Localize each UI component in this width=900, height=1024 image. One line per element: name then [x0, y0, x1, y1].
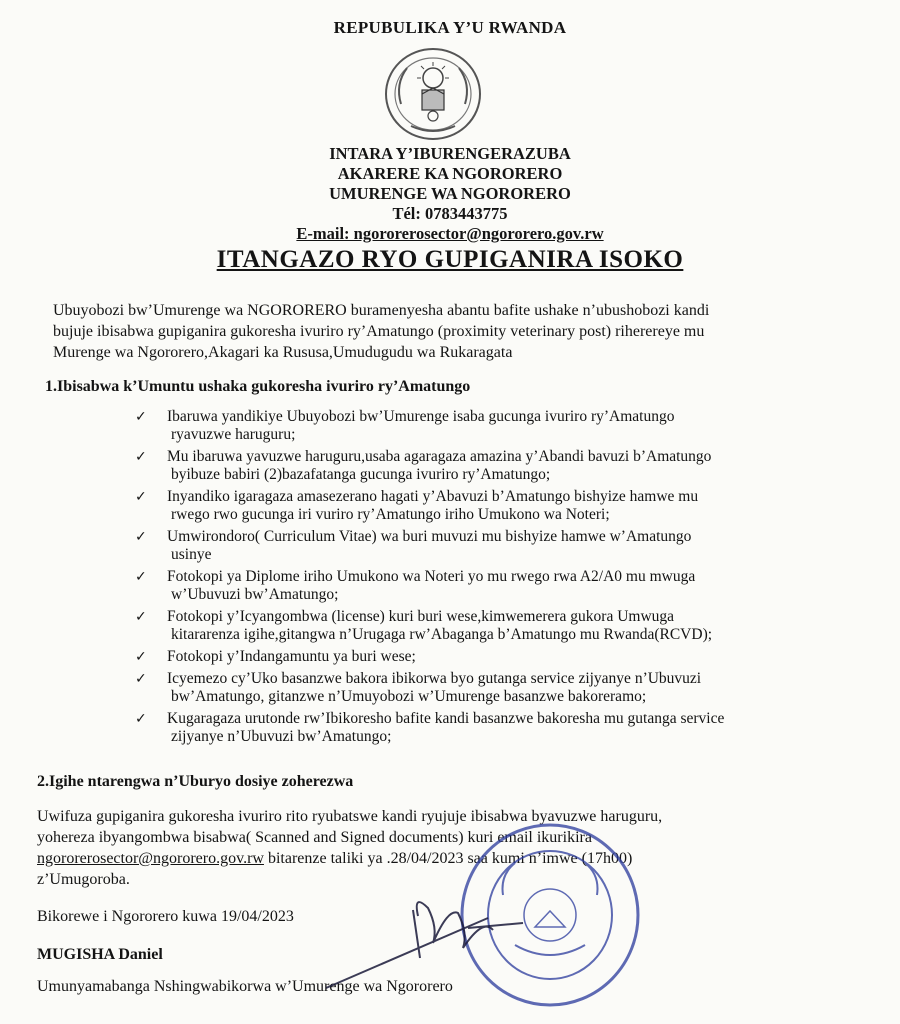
checkmark-icon: ✓ [135, 489, 147, 505]
signatory-name: MUGISHA Daniel [37, 946, 163, 963]
province-line: INTARA Y’IBURENGERAZUBA [329, 144, 571, 163]
item-text-cont: kitararenza igihe,gitangwa n’Urugaga rw’Abaganga b’Amatungo mu Rwanda(RCVD); [171, 626, 713, 643]
phone-line: Tél: 0783443775 [392, 204, 508, 223]
list-item [135, 670, 835, 706]
section-2-heading: 2.Igihe ntarengwa n’Uburyo dosiye zoherezwa [37, 773, 354, 790]
intro-line: Murenge wa Ngororero,Akagari ka Rususa,Umudugudu wa Rukaragata [53, 344, 513, 361]
checkmark-icon: ✓ [135, 649, 147, 665]
para-line: z’Umugoroba. [37, 871, 130, 888]
item-text: Inyandiko igaragaza amasezerano hagati y’Abavuzi b’Amatungo bishyize hamwe mu [167, 488, 699, 505]
document-title: ITANGAZO RYO GUPIGANIRA ISOKO [216, 246, 684, 273]
section-1-heading: 1.Ibisabwa k’Umuntu ushaka gukoresha ivuriro ry’Amatungo [45, 378, 471, 395]
signatory-role: Umunyamabanga Nshingwabikorwa w’Umurenge wa Ngororero [37, 978, 453, 995]
intro-line: bujuje ibisabwa gupiganira gukoresha ivuriro ry’Amatungo (proximity veterinary post) riherereye mu [53, 323, 705, 340]
para-line: Uwifuza gupiganira gukoresha ivuriro rito ryubatswe kandi ryujuje ibisabwa byavuzwe haruguru, [37, 808, 663, 825]
para-line: yohereza ibyangombwa bisabwa( Scanned and Signed documents) kuri email ikurikira [37, 829, 592, 846]
submission-paragraph [37, 806, 857, 890]
item-text: Mu ibaruwa yavuzwe haruguru,usaba agaragaza amazina y’Abandi bavuzi b’Amatungo [167, 448, 712, 465]
item-text-cont: zijyanye n’Ubuvuzi bw’Amatungo; [171, 728, 392, 745]
item-text: Fotokopi y’Icyangombwa (license) kuri buri wese,kimwemerera gukora Umwuga [167, 608, 675, 625]
email-line[interactable] [0, 224, 900, 244]
date-line: Bikorewe i Ngororero kuwa 19/04/2023 [37, 908, 294, 925]
item-text: Kugaragaza urutonde rw’Ibikoresho bafite kandi basanzwe bakoresha mu gutanga service [167, 710, 725, 727]
intro-line: Ubuyobozi bw’Umurenge wa NGORORERO buramenyesha abantu bafite ushake n’ubushobozi kandi [53, 302, 710, 319]
sector-line: UMURENGE WA NGORORERO [329, 184, 571, 203]
requirements-list [135, 408, 835, 750]
para-line [37, 848, 857, 869]
item-text: Ibaruwa yandikiye Ubuyobozi bw’Umurenge isaba gucunga ivuriro ry’Amatungo [167, 408, 675, 425]
list-item [135, 710, 835, 746]
checkmark-icon: ✓ [135, 609, 147, 625]
list-item [135, 568, 835, 604]
item-text-cont: w’Ubuvuzi bw’Amatungo; [171, 586, 339, 603]
submission-email-link[interactable]: ngororerosector@ngororero.gov.rw [37, 850, 264, 867]
para-line-rest: bitarenze taliki ya .28/04/2023 saa kumi n’imwe (17h00) [263, 850, 633, 867]
checkmark-icon: ✓ [135, 529, 147, 545]
item-text: Icyemezo cy’Uko basanzwe bakora ibikorwa byo gutanga service zijyanye n’Ubuvuzi [167, 670, 702, 687]
checkmark-icon: ✓ [135, 711, 147, 727]
list-item [135, 488, 835, 524]
checkmark-icon: ✓ [135, 569, 147, 585]
republic-header: REPUBULIKA Y’U RWANDA [333, 18, 567, 37]
checkmark-icon: ✓ [135, 409, 147, 425]
item-text-cont: bw’Amatungo, gitanzwe n’Umuyobozi w’Umurenge basanzwe bakoreramo; [171, 688, 647, 705]
item-text-cont: usinye [171, 546, 212, 563]
list-item [135, 408, 835, 444]
district-line: AKARERE KA NGORORERO [337, 164, 563, 183]
list-item [135, 648, 835, 666]
signature-icon [318, 888, 538, 998]
item-text: Fotokopi y’Indangamuntu ya buri wese; [167, 648, 416, 665]
list-item [135, 608, 835, 644]
item-text: Fotokopi ya Diplome iriho Umukono wa Noteri yo mu rwego rwa A2/A0 mu mwuga [167, 568, 696, 585]
checkmark-icon: ✓ [135, 449, 147, 465]
item-text-cont: rwego rwo gucunga iri vuriro ry’Amatungo iriho Umukono wa Noteri; [171, 506, 610, 523]
list-item [135, 528, 835, 564]
item-text: Umwirondoro( Curriculum Vitae) wa buri muvuzi mu bishyize hamwe w’Amatungo [167, 528, 692, 545]
item-text-cont: ryavuzwe haruguru; [171, 426, 296, 443]
list-item [135, 448, 835, 484]
intro-paragraph [53, 300, 853, 363]
item-text-cont: byibuze babiri (2)bazafatanga gucunga ivuriro ry’Amatungo; [171, 466, 551, 483]
coat-of-arms-icon [381, 44, 485, 144]
checkmark-icon: ✓ [135, 671, 147, 687]
header-email-link[interactable]: E-mail: ngororerosector@ngororero.gov.rw [296, 224, 604, 243]
